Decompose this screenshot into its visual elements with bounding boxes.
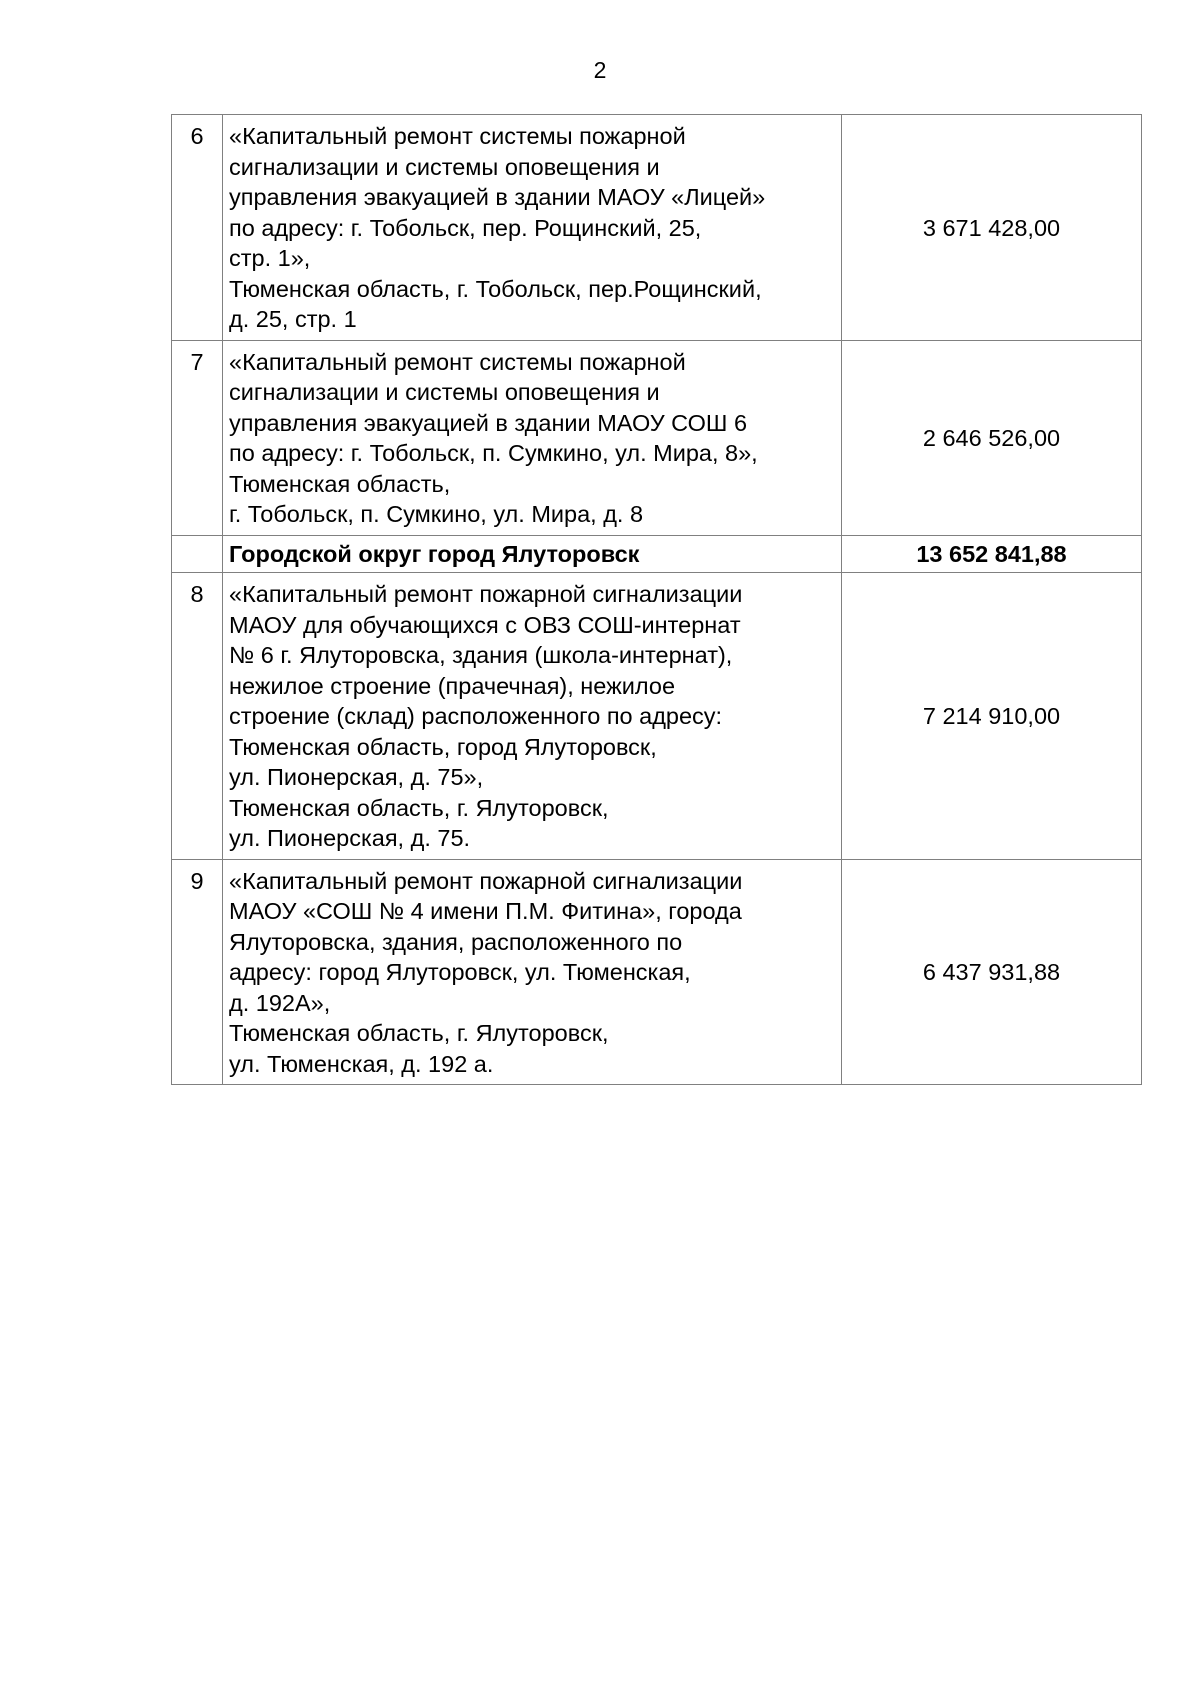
description-line: нежилое строение (прачечная), нежилое bbox=[229, 672, 676, 699]
item-description bbox=[223, 115, 842, 341]
description-line: сигнализации и системы оповещения и bbox=[229, 153, 660, 180]
row-number: 6 bbox=[172, 115, 223, 341]
description-line: «Капитальный ремонт системы пожарной bbox=[229, 348, 686, 375]
description-line: Тюменская область, г. Ялуторовск, bbox=[229, 794, 609, 821]
description-line: ул. Пионерская, д. 75», bbox=[229, 764, 484, 790]
description-line: г. Тобольск, п. Сумкино, ул. Мира, д. 8 bbox=[229, 501, 644, 527]
table-row bbox=[172, 340, 1142, 535]
table-body bbox=[172, 115, 1142, 1085]
description-line: ул. Пионерская, д. 75. bbox=[229, 825, 471, 851]
group-row bbox=[172, 535, 1142, 573]
page-number: 2 bbox=[593, 57, 607, 83]
row-number bbox=[172, 535, 223, 573]
group-total-amount: 13 652 841,88 bbox=[842, 535, 1142, 573]
description-line: № 6 г. Ялуторовска, здания (школа-интернат), bbox=[229, 642, 733, 668]
description-line: «Капитальный ремонт системы пожарной bbox=[229, 123, 686, 149]
description-line: Тюменская область, город Ялуторовск, bbox=[229, 733, 657, 760]
item-description bbox=[223, 573, 842, 860]
item-amount: 6 437 931,88 bbox=[842, 859, 1142, 1085]
row-number: 8 bbox=[172, 573, 223, 860]
item-amount: 2 646 526,00 bbox=[842, 340, 1142, 535]
table-row bbox=[172, 859, 1142, 1085]
description-line: МАОУ «СОШ № 4 имени П.М. Фитина», города bbox=[229, 898, 742, 924]
description-line: Тюменская область, г. Тобольск, пер.Рощинский, bbox=[229, 275, 762, 302]
description-line: МАОУ для обучающихся с ОВЗ СОШ-интернат bbox=[229, 611, 741, 638]
description-line: «Капитальный ремонт пожарной сигнализации bbox=[229, 867, 743, 894]
row-number: 9 bbox=[172, 859, 223, 1085]
item-description bbox=[223, 340, 842, 535]
description-line: Тюменская область, bbox=[229, 470, 451, 497]
description-line: «Капитальный ремонт пожарной сигнализации bbox=[229, 581, 743, 607]
description-line: адресу: город Ялуторовск, ул. Тюменская, bbox=[229, 959, 691, 985]
description-line: д. 192А», bbox=[229, 989, 331, 1016]
item-amount: 3 671 428,00 bbox=[842, 115, 1142, 341]
description-line: управления эвакуацией в здании МАОУ СОШ 6 bbox=[229, 409, 748, 436]
item-description bbox=[223, 859, 842, 1085]
item-amount: 7 214 910,00 bbox=[842, 573, 1142, 860]
description-line: по адресу: г. Тобольск, п. Сумкино, ул. Мира, 8», bbox=[229, 440, 758, 466]
row-number: 7 bbox=[172, 340, 223, 535]
table-row bbox=[172, 573, 1142, 860]
budget-table bbox=[171, 114, 1142, 1085]
description-line: ул. Тюменская, д. 192 а. bbox=[229, 1050, 494, 1077]
group-title bbox=[223, 535, 842, 573]
description-line: Тюменская область, г. Ялуторовск, bbox=[229, 1020, 609, 1046]
description-line: по адресу: г. Тобольск, пер. Рощинский, 25, bbox=[229, 214, 702, 241]
description-line: сигнализации и системы оповещения и bbox=[229, 379, 660, 405]
description-line: д. 25, стр. 1 bbox=[229, 306, 357, 332]
description-line: Ялуторовска, здания, расположенного по bbox=[229, 928, 683, 955]
description-line: управления эвакуацией в здании МАОУ «Лицей» bbox=[229, 184, 766, 210]
description-line: строение (склад) расположенного по адресу: bbox=[229, 703, 723, 729]
description-line: стр. 1», bbox=[229, 245, 311, 271]
table-row bbox=[172, 115, 1142, 341]
description-line: Городской округ город Ялуторовск bbox=[229, 540, 640, 567]
